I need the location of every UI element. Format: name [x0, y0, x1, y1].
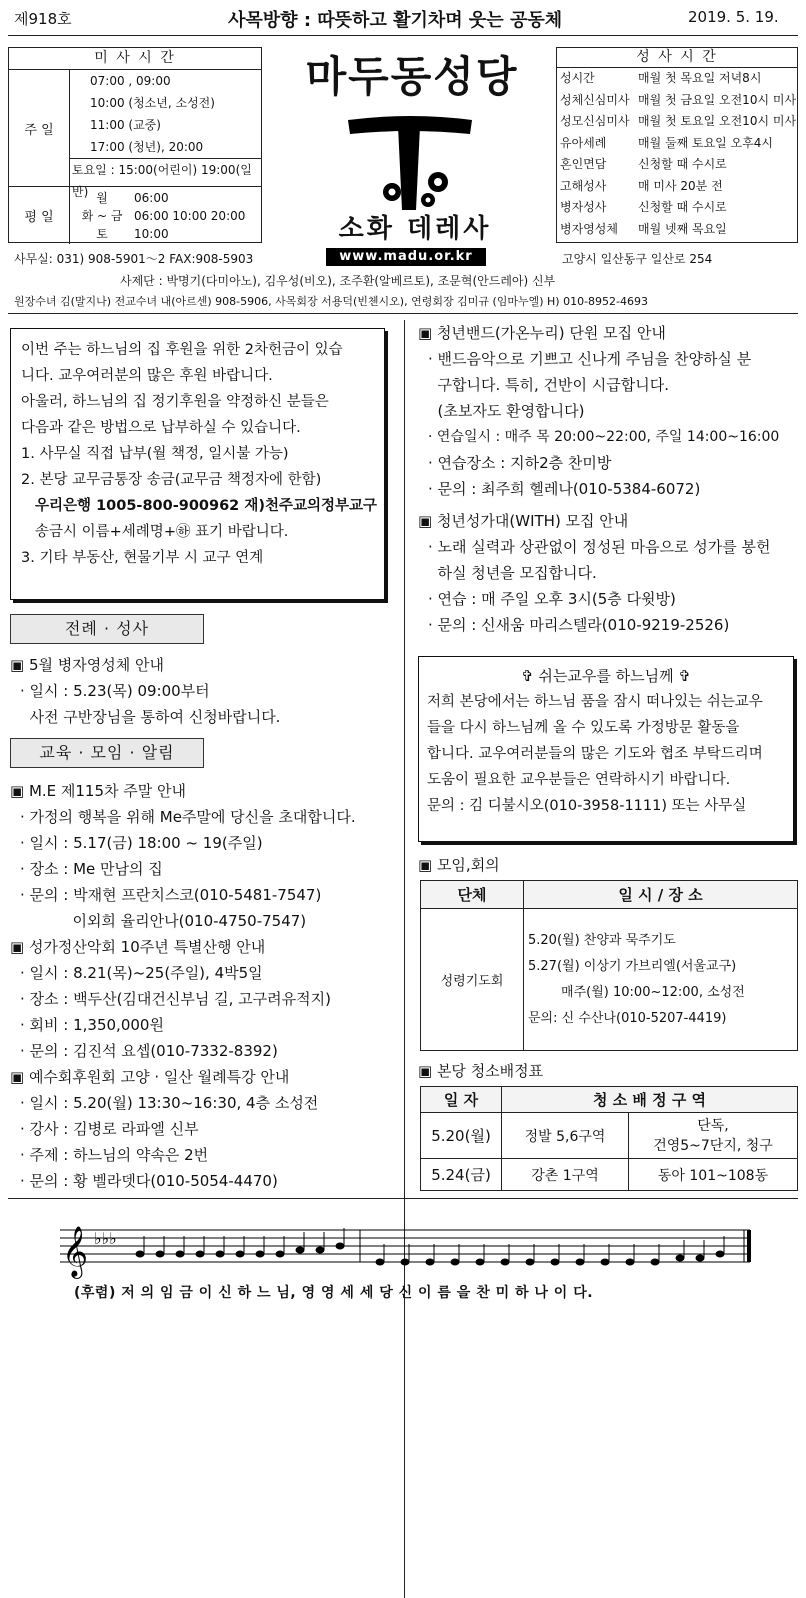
contact-rule: [8, 313, 798, 314]
sacrament-time: 매월 첫 목요일 저녁8시: [638, 71, 762, 85]
resting-faithful-line: 합니다. 교우여러분들의 많은 기도와 협조 부탁드리며: [427, 746, 763, 762]
me-weekend-detail: · 가정의 행복을 위해 Me주말에 당신을 초대합니다.: [20, 808, 356, 826]
youth-band-detail: · 연습일시 : 매주 목 20:00~22:00, 주일 14:00~16:00: [428, 429, 780, 445]
notice-line: 아울러, 하느님의 집 정기후원을 약정하신 분들은: [21, 394, 329, 410]
youth-band-detail: · 밴드음악으로 기쁘고 신나게 주님을 찬양하실 분: [428, 350, 752, 368]
cleaning-area: 강촌 1구역: [502, 1159, 629, 1191]
sunday-time: 17:00 (청년), 20:00: [90, 140, 204, 154]
jesuit-lecture-detail: · 일시 : 5.20(월) 13:30~16:30, 4층 소성전: [20, 1094, 319, 1112]
patron-saint: 소화 데레사: [338, 214, 492, 244]
weekday-time: 06:00 10:00 20:00: [134, 209, 246, 223]
youth-choir-detail: · 문의 : 신새움 마리스텔라(010-9219-2526): [428, 616, 730, 634]
cleaning-area: 정발 5,6구역: [502, 1113, 629, 1159]
sunday-time: 11:00 (교중): [90, 118, 161, 132]
meetings-heading: ▣ 모임,회의: [418, 856, 500, 874]
me-weekend-detail: · 일시 : 5.17(금) 18:00 ~ 19(주일): [20, 834, 263, 852]
cleaning-table: [420, 1086, 798, 1191]
resting-faithful-title: ✞ 쉬는교우를 하느님께 ✞: [521, 667, 691, 685]
youth-band-heading: ▣ 청년밴드(가온누리) 단원 모집 안내: [418, 324, 666, 342]
sunday-time: 07:00 , 09:00: [90, 74, 171, 88]
cleaning-col-date: 일 자: [421, 1087, 502, 1113]
issue-date: 2019. 5. 19.: [688, 8, 779, 26]
meetings-table: [420, 880, 798, 1051]
youth-choir-detail: · 노래 실력과 상관없이 정성된 마음으로 성가를 봉헌: [428, 538, 771, 556]
sacrament-time: 신청할 때 수시로: [638, 200, 727, 214]
youth-band-detail: (초보자도 환영합니다): [428, 402, 585, 420]
clergy-list: 사제단 : 박명기(다미아노), 김우성(비오), 조주환(알베르토), 조문혁(안드레아) 신부: [120, 274, 556, 288]
music-staff: [60, 1218, 756, 1282]
youth-choir-heading: ▣ 청년성가대(WITH) 모집 안내: [418, 512, 629, 530]
issue-number: 제918호: [14, 10, 72, 28]
mass-times-title: 미 사 시 간: [9, 48, 261, 70]
bottom-rule: [8, 1198, 798, 1199]
notice-line: 송금시 이름+세례명+㉻ 표기 바랍니다.: [35, 524, 289, 540]
sick-communion-heading: ▣ 5월 병자영성체 안내: [10, 656, 164, 674]
youth-choir-detail: 하실 청년을 모집합니다.: [428, 564, 597, 582]
youth-band-detail: · 연습장소 : 지하2층 찬미방: [428, 454, 612, 472]
cleaning-area-detail: 건영5~7단지, 청구: [653, 1137, 773, 1154]
cleaning-area-detail: 단독,: [697, 1117, 729, 1134]
weekday-day: 화 ~ 금: [81, 209, 123, 223]
sick-communion-detail: · 일시 : 5.23(목) 09:00부터: [20, 682, 210, 700]
column-divider: [404, 320, 405, 1598]
weekday-label: 평 일: [9, 187, 70, 244]
hiking-club-heading: ▣ 성가정산악회 10주년 특별산행 안내: [10, 938, 266, 956]
resting-faithful-box: [418, 656, 794, 842]
treble-clef-icon: 𝄞: [62, 1226, 89, 1277]
resting-faithful-line: 저희 본당에서는 하느님 품을 잠시 떠나있는 쉬는교우: [427, 694, 763, 710]
me-weekend-heading: ▣ M.E 제115차 주말 안내: [10, 782, 187, 800]
meeting-group-name: 성령기도회: [421, 909, 524, 1051]
sick-communion-detail: 사전 구반장님을 통하여 신청바랍니다.: [20, 708, 281, 726]
cleaning-date: 5.24(금): [421, 1159, 502, 1191]
cleaning-date: 5.20(월): [421, 1113, 502, 1159]
weekday-day: 월: [96, 191, 108, 205]
mass-times-box: [8, 47, 262, 243]
sacrament-time: 매월 첫 금요일 오전10시 미사: [638, 92, 797, 107]
sunday-label: 주 일: [9, 70, 70, 186]
cleaning-col-area: 청 소 배 정 구 역: [502, 1087, 798, 1113]
flat-sign-icon: ♭♭♭: [94, 1229, 117, 1248]
cross-logo-icon: [340, 110, 480, 210]
cleaning-area-detail: 동아 101~108동: [629, 1159, 798, 1191]
meeting-detail: 문의: 신 수산나(010-5207-4419): [528, 1010, 727, 1026]
resting-faithful-line: 문의 : 김 디불시오(010-3958-1111) 또는 사무실: [427, 798, 747, 814]
sacrament-name: 유아세례: [560, 135, 607, 150]
hiking-club-detail: · 장소 : 백두산(김대건신부님 길, 고구려유적지): [20, 990, 331, 1008]
jesuit-lecture-heading: ▣ 예수회후원회 고양 · 일산 월례특강 안내: [10, 1068, 290, 1086]
church-name: 마두동성당: [305, 52, 519, 101]
sacrament-time: 매월 둘째 토요일 오후4시: [638, 135, 773, 150]
sunday-time: 10:00 (청소년, 소성전): [90, 96, 215, 110]
sacrament-time: 매월 첫 토요일 오전10시 미사: [638, 114, 797, 128]
notice-line: 3. 기타 부동산, 현물기부 시 교구 연계: [21, 550, 264, 566]
notice-line: 다음과 같은 방법으로 납부하실 수 있습니다.: [21, 420, 301, 436]
website-url[interactable]: www.madu.or.kr: [326, 248, 486, 266]
resting-faithful-line: 도움이 필요한 교우분들은 연락하시기 바랍니다.: [427, 772, 731, 788]
sacrament-time: 신청할 때 수시로: [638, 157, 727, 171]
youth-choir-detail: · 연습 : 매 주일 오후 3시(5층 다윗방): [428, 590, 676, 608]
sacrament-name: 고해성사: [560, 178, 607, 193]
weekday-time: 10:00: [134, 227, 169, 241]
hiking-club-detail: · 문의 : 김진석 요셉(010-7332-8392): [20, 1042, 278, 1060]
saturday-time: 토요일 : 15:00(어린이) 19:00(일반): [70, 158, 261, 203]
jesuit-lecture-detail: · 주제 : 하느님의 약속은 2번: [20, 1146, 209, 1164]
sacrament-time: 매 미사 20분 전: [638, 178, 723, 193]
sacrament-name: 병자성사: [560, 200, 607, 214]
address: 고양시 일산동구 일산로 254: [562, 252, 713, 266]
jesuit-lecture-detail: · 강사 : 김병로 라파엘 신부: [20, 1120, 199, 1138]
meeting-detail: 매주(월) 10:00~12:00, 소성전: [528, 984, 745, 1000]
me-weekend-detail: · 장소 : Me 만남의 집: [20, 860, 163, 878]
staff-list: 원장수녀 김(말지나) 전교수녀 내(아르센) 908-5906, 사목회장 서용덕(빈첸시오), 연령회장 김미규 (임마누엘) H) 010-8952-4693: [14, 295, 649, 308]
donation-notice-box: [10, 328, 385, 600]
sacrament-name: 성시간: [560, 71, 595, 85]
sacrament-name: 성체신심미사: [560, 92, 630, 107]
hiking-club-detail: · 회비 : 1,350,000원: [20, 1016, 164, 1034]
education-section-header: 교육 · 모임 · 알림: [10, 738, 204, 768]
notice-line: 니다. 교우여러분의 많은 후원 바랍니다.: [21, 368, 273, 384]
office-phone: 사무실: 031) 908-5901～2 FAX:908-5903: [14, 252, 254, 266]
hiking-club-detail: · 일시 : 8.21(목)~25(주일), 4박5일: [20, 964, 263, 982]
meetings-col-schedule: 일 시 / 장 소: [524, 881, 798, 909]
liturgy-section-header: 전례 · 성사: [10, 614, 204, 644]
sacrament-times-title: 성 사 시 간: [557, 48, 797, 68]
me-weekend-detail: 이외희 율리안나(010-4750-7547): [20, 912, 307, 930]
me-weekend-detail: · 문의 : 박재현 프란치스코(010-5481-7547): [20, 886, 322, 904]
sacrament-name: 병자영성체: [560, 221, 618, 236]
hymn-lyric: (후렴) 저 의 임 금 이 신 하 느 님, 영 영 세 세 당 신 이 름 을 찬 미 하 나 이 다.: [74, 1285, 594, 1301]
meeting-detail: 5.27(월) 이상기 가브리엘(서울교구): [528, 958, 737, 974]
sacrament-time: 매월 넷째 목요일: [638, 221, 727, 236]
jesuit-lecture-detail: · 문의 : 황 벨라뎃다(010-5054-4470): [20, 1172, 278, 1190]
youth-band-detail: 구합니다. 특히, 건반이 시급합니다.: [428, 376, 670, 394]
header-rule: [8, 35, 798, 36]
notice-line: 1. 사무실 직접 납부(월 책정, 일시불 가능): [21, 446, 289, 462]
notice-line: 2. 본당 교무금통장 송금(교무금 책정자에 한함): [21, 472, 322, 488]
notice-line: 이번 주는 하느님의 집 후원을 위한 2차헌금이 있습: [21, 342, 343, 358]
cleaning-heading: ▣ 본당 청소배정표: [418, 1062, 544, 1080]
bank-account: 우리은행 1005-800-900962 재)천주교의정부교구: [35, 498, 378, 514]
youth-band-detail: · 문의 : 최주희 헬레나(010-5384-6072): [428, 480, 701, 498]
meeting-detail: 5.20(월) 찬양과 묵주기도: [528, 932, 676, 948]
weekday-day: 토: [96, 227, 108, 241]
pastoral-motto: 사목방향 : 따뜻하고 활기차며 웃는 공동체: [228, 10, 563, 31]
resting-faithful-line: 들을 다시 하느님께 올 수 있도록 가정방문 활동을: [427, 720, 740, 736]
sacrament-name: 혼인면담: [560, 157, 607, 171]
sacrament-times-box: [556, 47, 798, 243]
weekday-time: 06:00: [134, 191, 169, 205]
sacrament-name: 성모신심미사: [560, 114, 630, 128]
meetings-col-group: 단체: [421, 881, 524, 909]
